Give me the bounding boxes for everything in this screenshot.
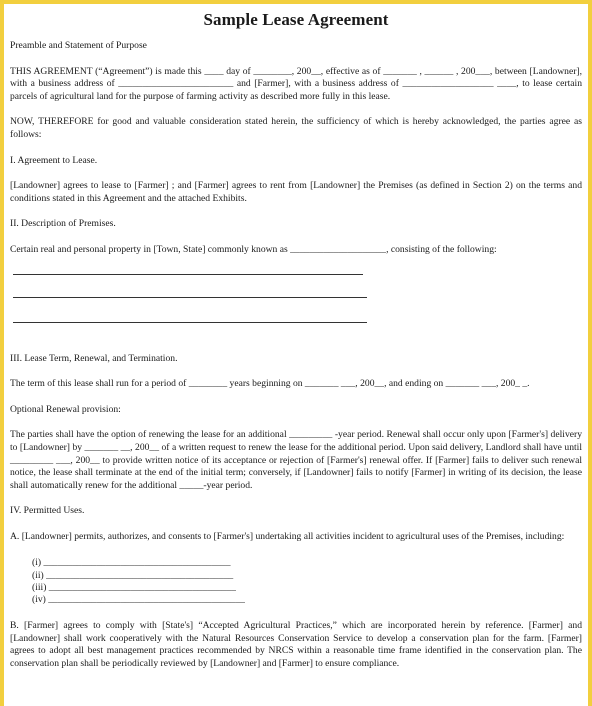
list-item: (i) _______________________________________: [32, 557, 231, 569]
renewal-heading: Optional Renewal provision:: [10, 403, 121, 415]
list-item: (iii) _______________________________________: [32, 581, 236, 593]
list-item: (ii) _______________________________________: [32, 569, 234, 581]
intro-paragraph: THIS AGREEMENT (“Agreement”) is made this ____ day of ________, 200__, effective as of _______ , ______ , 200___, between [Landowner], with a business address of ________________________ and [Farmer], with a business address of ___________________ ____, to lease certain parcels of agricultural land for the purpose of farming activity as described more fully in this lease.: [10, 65, 582, 102]
document-title: Sample Lease Agreement: [203, 10, 389, 29]
preamble-heading: Preamble and Statement of Purpose: [10, 40, 147, 51]
section-3-heading: III. Lease Term, Renewal, and Termination.: [10, 352, 178, 364]
renewal-text: The parties shall have the option of renewing the lease for an additional _________ -year period. Renewal shall occur only upon [Farmer's] delivery to [Landowner] by _______ __, 200__ of a written request to renew the lease for the additional period. Upon said delivery, Landlord shall have until _________ ___, 200__ to provide written notice of its acceptance or rejection of [Farmer's] renewal offer. If [Farmer] fails to deliver such renewal notice, the lease shall terminate at the end of the initial term; conversely, if [Landowner] fails to notify [Farmer] in writing of its decision, the lease shall automatically renew for the additional _____-year period.: [10, 429, 582, 491]
document-page: [4, 4, 588, 706]
section-4b-text: B. [Farmer] agrees to comply with [State's] “Accepted Agricultural Practices,” which are incorporated herein by reference. [Farmer] and [Landowner] shall work cooperatively with the Natural Resources Conservation Service to develop a conservation plan for the farm. [Farmer] agrees to adopt all best management practices recommended by NRCS within a reasonable time frame identified in the conservation plan. The conservation plan shall be periodically reviewed by [Landowner] and [Farmer] to ensure compliance.: [10, 620, 582, 670]
premises-blank-line-3: [13, 322, 367, 323]
premises-blank-line-1: [13, 274, 363, 275]
permitted-uses-list: [32, 557, 582, 606]
premises-blank-line-2: [13, 297, 367, 298]
section-2-text: Certain real and personal property in [Town, State] commonly known as ____________________, consisting of the following:: [10, 243, 497, 255]
section-1-text: [Landowner] agrees to lease to [Farmer] ; and [Farmer] agrees to rent from [Landowner] the Premises (as defined in Section 2) on the terms and conditions stated in this Agreement and the attached Exhibits.: [10, 180, 582, 204]
section-4-heading: IV. Permitted Uses.: [10, 505, 85, 517]
list-item: (iv) _________________________________________: [32, 594, 245, 606]
section-2-heading: II. Description of Premises.: [10, 218, 116, 230]
section-3-text: The term of this lease shall run for a period of ________ years beginning on _______ ___, 200__, and ending on _______ ___, 200_ _.: [10, 378, 530, 390]
section-4-text: A. [Landowner] permits, authorizes, and consents to [Farmer's] undertaking all activities incident to agricultural uses of the Premises, including:: [10, 530, 565, 542]
section-1-heading: I. Agreement to Lease.: [10, 154, 98, 166]
now-therefore-paragraph: NOW, THEREFORE for good and valuable consideration stated herein, the sufficiency of which is hereby acknowledged, the parties agree as follows:: [10, 116, 582, 140]
